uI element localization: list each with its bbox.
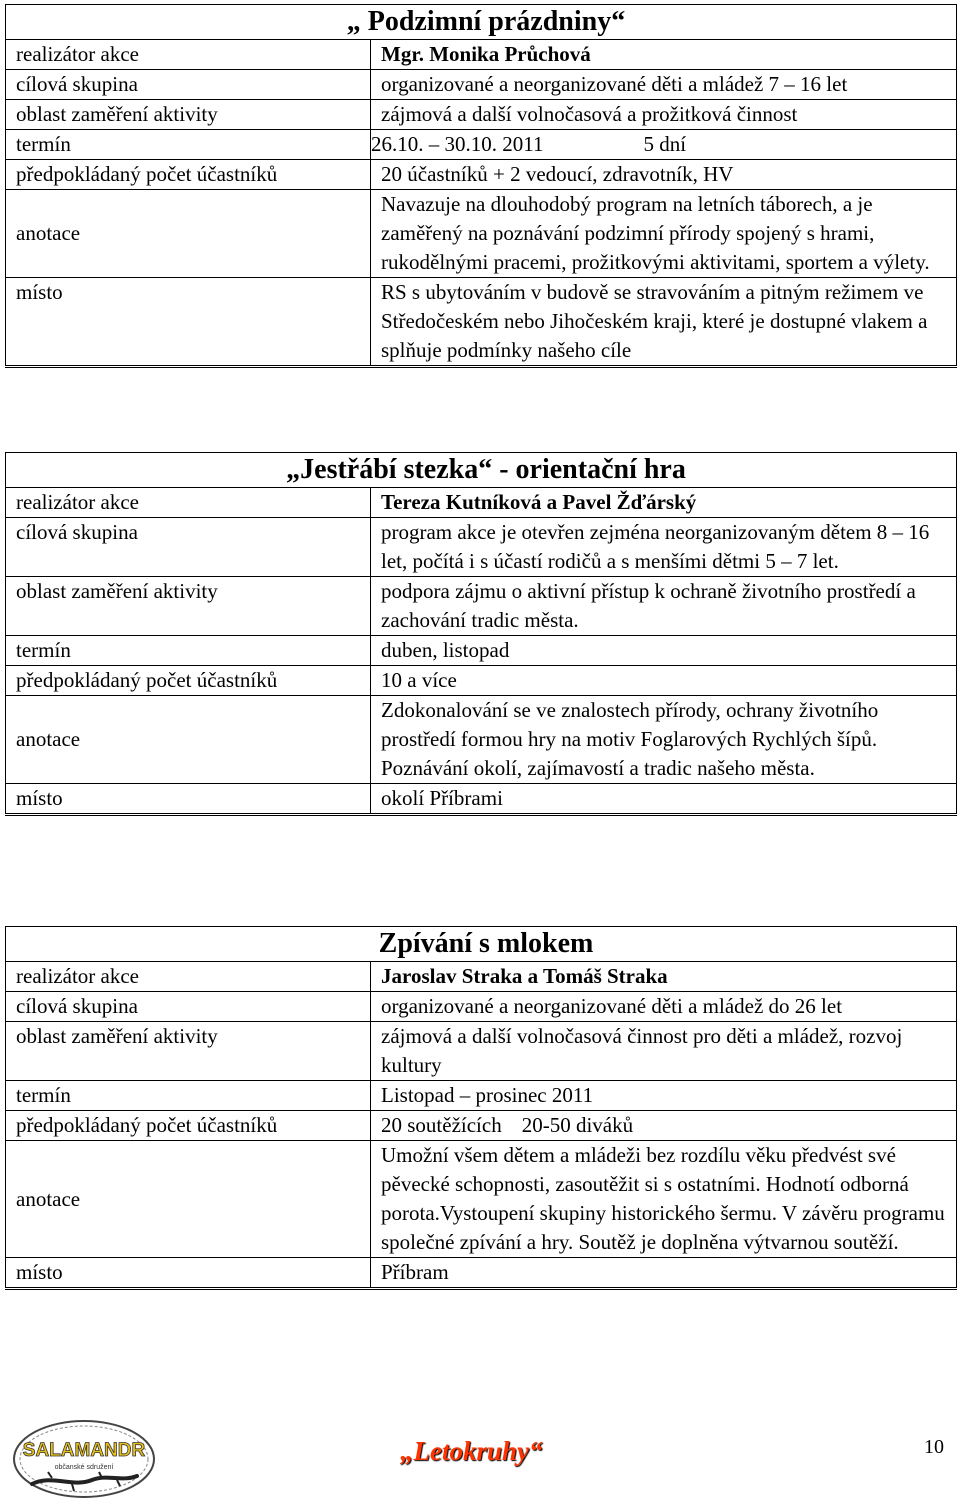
row-label: anotace (6, 1141, 371, 1258)
row-label: oblast zaměření aktivity (6, 1022, 371, 1081)
row-label: oblast zaměření aktivity (6, 577, 371, 636)
audience-count: 20-50 diváků (521, 1113, 634, 1137)
event-podzimni-prazdniny (5, 4, 957, 368)
row-value: organizované a neorganizované děti a mládež 7 – 16 let (371, 70, 957, 100)
row-value (371, 1111, 957, 1141)
row-value: zájmová a další volnočasová a prožitková činnost (371, 100, 957, 130)
row-label: cílová skupina (6, 992, 371, 1022)
row-value: Umožní všem dětem a mládeži bez rozdílu věku předvést své pěvecké schopnosti, zasoutěžit si s ostatními. Hodnotí odborná porota.Vystoupení skupiny historického šermu. V závěru programu společné zpívání a hry. Soutěž je doplněna výtvarnou soutěží. (371, 1141, 957, 1258)
row-value: Listopad – prosinec 2011 (371, 1081, 957, 1111)
row-value: okolí Příbrami (371, 784, 957, 815)
row-label: cílová skupina (6, 70, 371, 100)
event-jestrabi-stezka (5, 452, 957, 816)
row-value: Mgr. Monika Průchová (371, 40, 957, 70)
row-label: termín (6, 130, 371, 160)
row-value: zájmová a další volnočasová činnost pro děti a mládež, rozvoj kultury (371, 1022, 957, 1081)
row-label: anotace (6, 190, 371, 278)
page-number: 10 (924, 1436, 944, 1458)
row-label: realizátor akce (6, 40, 371, 70)
footer-brand: „Letokruhy“ (400, 1436, 543, 1466)
row-value: 10 a více (371, 666, 957, 696)
row-value: duben, listopad (371, 636, 957, 666)
event-title: Zpívání s mlokem (6, 927, 957, 962)
row-value: Zdokonalování se ve znalostech přírody, ochrany životního prostředí formou hry na motiv Foglarových Rychlých šípů. Poznávání okolí, zajímavostí a tradic našeho města. (371, 696, 957, 784)
row-label: realizátor akce (6, 962, 371, 992)
row-label: oblast zaměření aktivity (6, 100, 371, 130)
row-label: místo (6, 1258, 371, 1289)
logo-text: SALAMANDR (22, 1440, 146, 1461)
event-table (5, 452, 957, 816)
row-label: předpokládaný počet účastníků (6, 666, 371, 696)
row-label: termín (6, 1081, 371, 1111)
row-label: předpokládaný počet účastníků (6, 1111, 371, 1141)
term-dates: 26.10. – 30.10. 2011 (371, 132, 544, 156)
row-value: Tereza Kutníková a Pavel Žďárský (371, 488, 957, 518)
row-label: termín (6, 636, 371, 666)
event-title: „Jestřábí stezka“ - orientační hra (6, 453, 957, 488)
row-value: podpora zájmu o aktivní přístup k ochraně životního prostředí a zachování tradic města. (371, 577, 957, 636)
row-value: Příbram (371, 1258, 957, 1289)
row-value: Navazuje na dlouhodobý program na letních táborech, a je zaměřený na poznávání podzimní přírody spojený s hrami, rukodělnými pracemi, prožitkovými aktivitami, sportem a výlety. (371, 190, 957, 278)
row-label: předpokládaný počet účastníků (6, 160, 371, 190)
row-value: 20 účastníků + 2 vedoucí, zdravotník, HV (371, 160, 957, 190)
row-value: Jaroslav Straka a Tomáš Straka (371, 962, 957, 992)
event-table (5, 4, 957, 368)
row-value: RS s ubytováním v budově se stravováním a pitným režimem ve Středočeském nebo Jihočeském kraji, které je dostupné vlakem a splňuje podmínky našeho cíle (371, 278, 957, 367)
salamandr-logo (12, 1418, 157, 1500)
row-value (371, 130, 957, 160)
logo-subtext: občanské sdružení (54, 1464, 114, 1471)
row-label: realizátor akce (6, 488, 371, 518)
row-value: program akce je otevřen zejména neorganizovaným dětem 8 – 16 let, počítá i s účastí rodičů a s menšími dětmi 5 – 7 let. (371, 518, 957, 577)
contestants-count: 20 soutěžících (381, 1113, 502, 1137)
event-zpivani-s-mlokem (5, 926, 957, 1290)
row-label: cílová skupina (6, 518, 371, 577)
row-label: anotace (6, 696, 371, 784)
event-title: „ Podzimní prázdniny“ (6, 5, 957, 40)
event-table (5, 926, 957, 1290)
row-label: místo (6, 784, 371, 815)
row-label: místo (6, 278, 371, 367)
term-duration: 5 dní (643, 132, 687, 156)
row-value: organizované a neorganizované děti a mládež do 26 let (371, 992, 957, 1022)
